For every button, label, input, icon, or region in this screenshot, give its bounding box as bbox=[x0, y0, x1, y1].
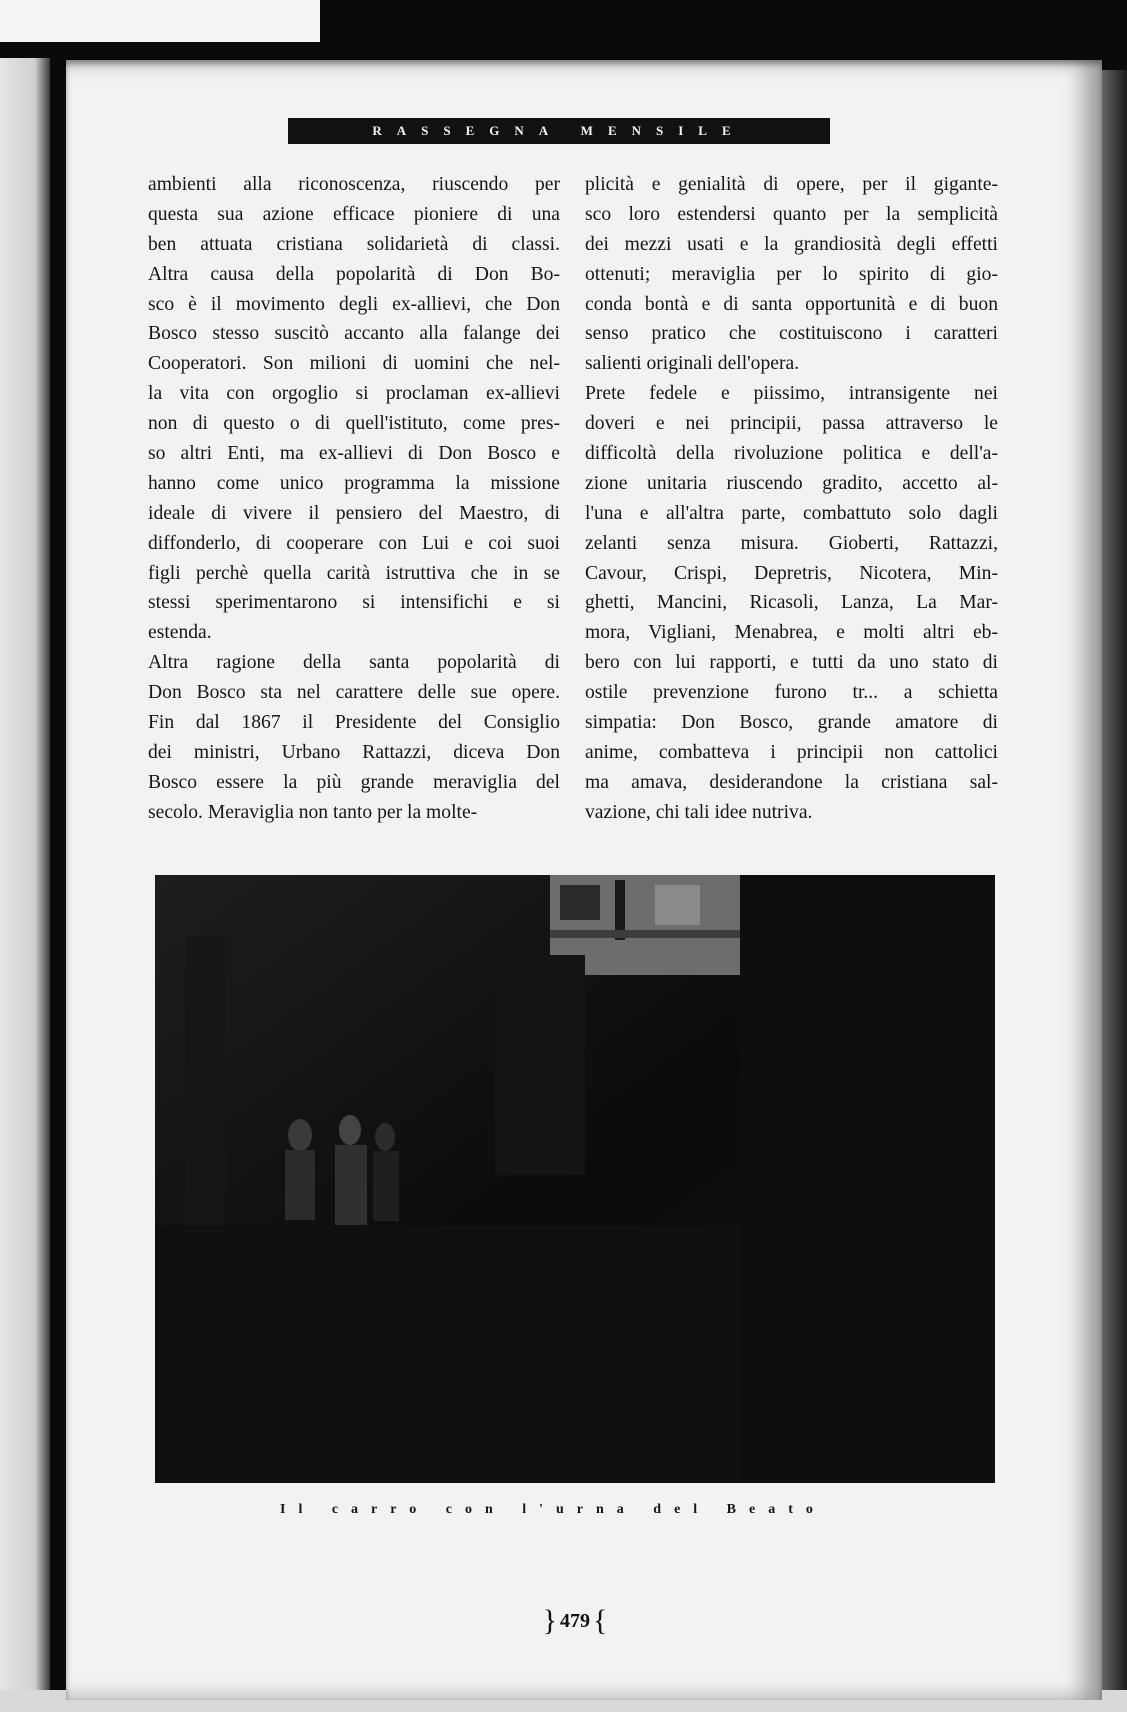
text-line: doveri e nei principii, passa attraverso le bbox=[585, 413, 998, 435]
text-line: figli perchè quella carità istruttiva che in se bbox=[148, 562, 560, 584]
text-line: la vita con orgoglio si proclaman ex-allievi bbox=[148, 383, 560, 405]
text-line: mora, Vigliani, Menabrea, e molti altri eb- bbox=[585, 622, 998, 644]
photo-caption: Il carro con l'urna del Beato bbox=[280, 1502, 826, 1517]
left-brace-ornament: } bbox=[542, 1604, 557, 1637]
text-line: Cooperatori. Son milioni di uomini che nel- bbox=[148, 353, 560, 375]
text-line: ostile prevenzione furono tr... a schietta bbox=[585, 682, 998, 704]
scan-margin-tab bbox=[0, 0, 320, 42]
text-line: ma amava, desiderandone la cristiana sal- bbox=[585, 771, 998, 793]
text-line: estenda. bbox=[148, 622, 212, 644]
text-line: ideale di vivere il pensiero del Maestro, di bbox=[148, 502, 560, 524]
text-line: dei mezzi usati e la grandiosità degli effetti bbox=[585, 233, 998, 255]
text-line: questa sua azione efficace pioniere di una bbox=[148, 203, 560, 225]
text-line: plicità e genialità di opere, per il gigante- bbox=[585, 174, 998, 195]
text-line: ghetti, Mancini, Ricasoli, Lanza, La Mar- bbox=[585, 592, 998, 614]
text-line: ottenuti; meraviglia per lo spirito di gio- bbox=[585, 263, 998, 285]
text-line: stessi sperimentarono si intensifichi e si bbox=[148, 592, 560, 614]
text-line: secolo. Meraviglia non tanto per la molte- bbox=[148, 801, 478, 823]
text-line: ambienti alla riconoscenza, riuscendo per bbox=[148, 174, 560, 195]
text-line: Fin dal 1867 il Presidente del Consiglio bbox=[148, 712, 560, 734]
text-line: Altra causa della popolarità di Don Bo- bbox=[148, 263, 560, 285]
text-line: conda bontà e di santa opportunità e di buon bbox=[585, 293, 998, 315]
text-line: ben attuata cristiana solidarietà di classi. bbox=[148, 233, 560, 255]
page-number bbox=[530, 1604, 620, 1638]
text-line: senso pratico che costituiscono i caratteri bbox=[585, 323, 998, 345]
text-line: bero con lui rapporti, e tutti da uno stato di bbox=[585, 652, 998, 674]
text-line: hanno come unico programma la missione bbox=[148, 472, 560, 494]
right-text-column bbox=[585, 170, 998, 828]
text-line: simpatia: Don Bosco, grande amatore di bbox=[585, 712, 998, 734]
text-line: non di questo o di quell'istituto, come pres- bbox=[148, 413, 560, 435]
text-line: Don Bosco sta nel carattere delle sue opere. bbox=[148, 682, 560, 704]
photograph-funeral-cart bbox=[155, 875, 995, 1483]
text-line: anime, combatteva i principii non cattolici bbox=[585, 741, 998, 763]
left-text-column bbox=[148, 170, 560, 828]
text-line: Altra ragione della santa popolarità di bbox=[148, 652, 560, 674]
right-brace-ornament: { bbox=[593, 1604, 608, 1637]
text-line: difficoltà della rivoluzione politica e dell'a- bbox=[585, 443, 998, 465]
text-line: l'una e all'altra parte, combattuto solo dagli bbox=[585, 502, 998, 524]
text-line: salienti originali dell'opera. bbox=[585, 353, 800, 375]
text-line: sco loro estendersi quanto per la semplicità bbox=[585, 203, 998, 225]
scan-left-margin bbox=[0, 58, 50, 1712]
text-line: dei ministri, Urbano Rattazzi, diceva Don bbox=[148, 741, 560, 763]
text-line: Cavour, Crispi, Depretris, Nicotera, Min- bbox=[585, 562, 998, 584]
text-line: so altri Enti, ma ex-allievi di Don Bosco e bbox=[148, 443, 560, 465]
text-line: Prete fedele e piissimo, intransigente nei bbox=[585, 383, 998, 405]
running-header-title: RASSEGNA MENSILE bbox=[372, 123, 746, 138]
text-line: sco è il movimento degli ex-allievi, che Don bbox=[148, 293, 560, 315]
text-line: zione unitaria riuscendo gradito, accetto al- bbox=[585, 472, 998, 494]
page-number-value: 479 bbox=[560, 1609, 590, 1632]
text-line: Bosco stesso suscitò accanto alla falange dei bbox=[148, 323, 560, 345]
text-line: Bosco essere la più grande meraviglia del bbox=[148, 771, 560, 793]
text-line: diffonderlo, di cooperare con Lui e coi suoi bbox=[148, 532, 560, 554]
book-spine-edge bbox=[1100, 70, 1127, 1690]
running-header bbox=[288, 118, 830, 144]
text-line: vazione, chi tali idee nutriva. bbox=[585, 801, 813, 823]
text-line: zelanti senza misura. Gioberti, Rattazzi, bbox=[585, 532, 998, 554]
